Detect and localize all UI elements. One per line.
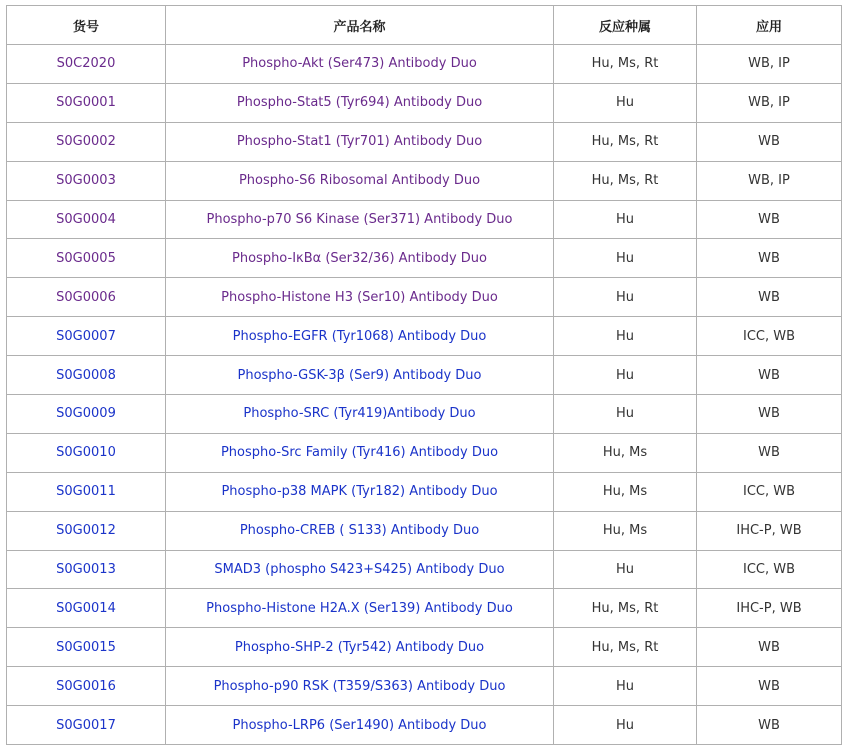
sku-cell xyxy=(7,45,166,84)
sku-link[interactable]: S0G0014 xyxy=(56,600,116,616)
product-name-link[interactable]: Phospho-GSK-3β (Ser9) Antibody Duo xyxy=(237,367,482,383)
sku-link[interactable]: S0G0013 xyxy=(56,562,116,578)
sku-link[interactable]: S0G0012 xyxy=(56,523,116,539)
application-cell: ICC, WB xyxy=(697,550,842,589)
table-row xyxy=(7,589,842,628)
application-cell: WB xyxy=(697,433,842,472)
sku-cell xyxy=(7,278,166,317)
application-cell: WB xyxy=(697,239,842,278)
species-cell: Hu, Ms, Rt xyxy=(554,589,697,628)
application-cell: WB, IP xyxy=(697,45,842,84)
table-row xyxy=(7,433,842,472)
sku-cell xyxy=(7,433,166,472)
product-name-cell xyxy=(166,628,554,667)
product-name-cell xyxy=(166,667,554,706)
product-name-cell xyxy=(166,200,554,239)
header-application: 应用 xyxy=(697,6,842,45)
species-cell: Hu, Ms, Rt xyxy=(554,628,697,667)
product-name-cell xyxy=(166,395,554,434)
product-name-cell xyxy=(166,278,554,317)
application-cell: WB xyxy=(697,667,842,706)
sku-cell xyxy=(7,356,166,395)
sku-link[interactable]: S0G0011 xyxy=(56,484,116,500)
application-cell: WB, IP xyxy=(697,83,842,122)
species-cell: Hu xyxy=(554,395,697,434)
product-name-link[interactable]: Phospho-LRP6 (Ser1490) Antibody Duo xyxy=(232,717,487,733)
table-row xyxy=(7,550,842,589)
product-name-link[interactable]: Phospho-Histone H3 (Ser10) Antibody Duo xyxy=(221,289,498,305)
sku-link[interactable]: S0G0007 xyxy=(56,328,116,344)
species-cell: Hu xyxy=(554,83,697,122)
product-name-cell xyxy=(166,550,554,589)
sku-cell xyxy=(7,200,166,239)
application-cell: WB xyxy=(697,395,842,434)
sku-link[interactable]: S0G0015 xyxy=(56,639,116,655)
product-name-link[interactable]: Phospho-p70 S6 Kinase (Ser371) Antibody Duo xyxy=(206,212,513,227)
species-cell: Hu, Ms xyxy=(554,433,697,472)
product-name-link[interactable]: Phospho-CREB ( S133) Antibody Duo xyxy=(239,523,480,539)
product-name-link[interactable]: Phospho-Src Family (Tyr416) Antibody Duo xyxy=(220,445,499,461)
table-body xyxy=(7,45,842,745)
application-cell: WB xyxy=(697,122,842,161)
table-row xyxy=(7,472,842,511)
header-product-name: 产品名称 xyxy=(166,6,554,45)
sku-cell xyxy=(7,395,166,434)
table-row xyxy=(7,161,842,200)
product-name-cell xyxy=(166,45,554,84)
table-row xyxy=(7,122,842,161)
sku-link[interactable]: S0G0016 xyxy=(56,678,116,694)
product-name-link[interactable]: Phospho-Histone H2A.X (Ser139) Antibody Duo xyxy=(206,600,513,616)
product-name-link[interactable]: Phospho-Akt (Ser473) Antibody Duo xyxy=(242,56,477,72)
sku-link[interactable]: S0G0001 xyxy=(56,95,116,111)
species-cell: Hu xyxy=(554,239,697,278)
product-name-link[interactable]: Phospho-IκBα (Ser32/36) Antibody Duo xyxy=(232,250,487,266)
sku-cell xyxy=(7,83,166,122)
product-name-cell xyxy=(166,356,554,395)
sku-cell xyxy=(7,706,166,745)
application-cell: IHC-P, WB xyxy=(697,589,842,628)
sku-link[interactable]: S0G0010 xyxy=(56,445,116,461)
sku-link[interactable]: S0C2020 xyxy=(56,56,116,72)
sku-link[interactable]: S0G0006 xyxy=(56,289,116,305)
table-row xyxy=(7,706,842,745)
table-row xyxy=(7,239,842,278)
product-name-cell xyxy=(166,589,554,628)
sku-link[interactable]: S0G0009 xyxy=(56,406,116,422)
sku-cell xyxy=(7,667,166,706)
species-cell: Hu, Ms xyxy=(554,472,697,511)
species-cell: Hu xyxy=(554,706,697,745)
product-name-link[interactable]: Phospho-p90 RSK (T359/S363) Antibody Duo xyxy=(213,678,506,694)
product-name-link[interactable]: Phospho-SHP-2 (Tyr542) Antibody Duo xyxy=(234,639,485,655)
sku-cell xyxy=(7,628,166,667)
product-name-cell xyxy=(166,433,554,472)
application-cell: WB xyxy=(697,628,842,667)
product-name-link[interactable]: SMAD3 (phospho S423+S425) Antibody Duo xyxy=(214,562,505,578)
table-row xyxy=(7,511,842,550)
product-name-cell xyxy=(166,161,554,200)
table-row xyxy=(7,83,842,122)
table-row xyxy=(7,45,842,84)
species-cell: Hu xyxy=(554,317,697,356)
species-cell: Hu xyxy=(554,356,697,395)
table-row xyxy=(7,395,842,434)
sku-link[interactable]: S0G0002 xyxy=(56,134,116,150)
table-row xyxy=(7,278,842,317)
species-cell: Hu, Ms xyxy=(554,511,697,550)
sku-cell xyxy=(7,550,166,589)
product-name-cell xyxy=(166,122,554,161)
sku-cell xyxy=(7,122,166,161)
header-species: 反应种属 xyxy=(554,6,697,45)
sku-link[interactable]: S0G0005 xyxy=(56,250,116,266)
application-cell: WB xyxy=(697,356,842,395)
table-row xyxy=(7,356,842,395)
sku-cell xyxy=(7,161,166,200)
sku-cell xyxy=(7,472,166,511)
sku-link[interactable]: S0G0008 xyxy=(56,367,116,383)
header-sku: 货号 xyxy=(7,6,166,45)
application-cell: WB, IP xyxy=(697,161,842,200)
table-row xyxy=(7,628,842,667)
species-cell: Hu, Ms, Rt xyxy=(554,122,697,161)
species-cell: Hu xyxy=(554,278,697,317)
species-cell: Hu xyxy=(554,667,697,706)
species-cell: Hu, Ms, Rt xyxy=(554,161,697,200)
product-table xyxy=(6,5,842,745)
product-name-cell xyxy=(166,239,554,278)
table-row xyxy=(7,317,842,356)
species-cell: Hu, Ms, Rt xyxy=(554,45,697,84)
table-row xyxy=(7,667,842,706)
sku-cell xyxy=(7,239,166,278)
application-cell: WB xyxy=(697,200,842,239)
species-cell: Hu xyxy=(554,200,697,239)
sku-cell xyxy=(7,511,166,550)
product-name-link[interactable]: Phospho-S6 Ribosomal Antibody Duo xyxy=(238,173,481,189)
product-name-cell xyxy=(166,317,554,356)
sku-link[interactable]: S0G0004 xyxy=(56,212,116,227)
sku-link[interactable]: S0G0003 xyxy=(56,173,116,189)
product-name-link[interactable]: Phospho-EGFR (Tyr1068) Antibody Duo xyxy=(232,328,487,344)
table-row xyxy=(7,200,842,239)
sku-cell xyxy=(7,317,166,356)
species-cell: Hu xyxy=(554,550,697,589)
table-header-row xyxy=(7,6,842,45)
product-name-cell xyxy=(166,511,554,550)
product-name-cell xyxy=(166,83,554,122)
product-name-cell xyxy=(166,472,554,511)
sku-cell xyxy=(7,589,166,628)
product-name-link[interactable]: Phospho-SRC (Tyr419)Antibody Duo xyxy=(243,406,476,422)
application-cell: WB xyxy=(697,706,842,745)
product-name-link[interactable]: Phospho-Stat1 (Tyr701) Antibody Duo xyxy=(236,134,483,150)
sku-link[interactable]: S0G0017 xyxy=(56,717,116,733)
application-cell: WB xyxy=(697,278,842,317)
application-cell: ICC, WB xyxy=(697,472,842,511)
product-name-link[interactable]: Phospho-p38 MAPK (Tyr182) Antibody Duo xyxy=(221,484,498,500)
application-cell: IHC-P, WB xyxy=(697,511,842,550)
application-cell: ICC, WB xyxy=(697,317,842,356)
product-name-cell xyxy=(166,706,554,745)
product-name-link[interactable]: Phospho-Stat5 (Tyr694) Antibody Duo xyxy=(236,95,483,111)
